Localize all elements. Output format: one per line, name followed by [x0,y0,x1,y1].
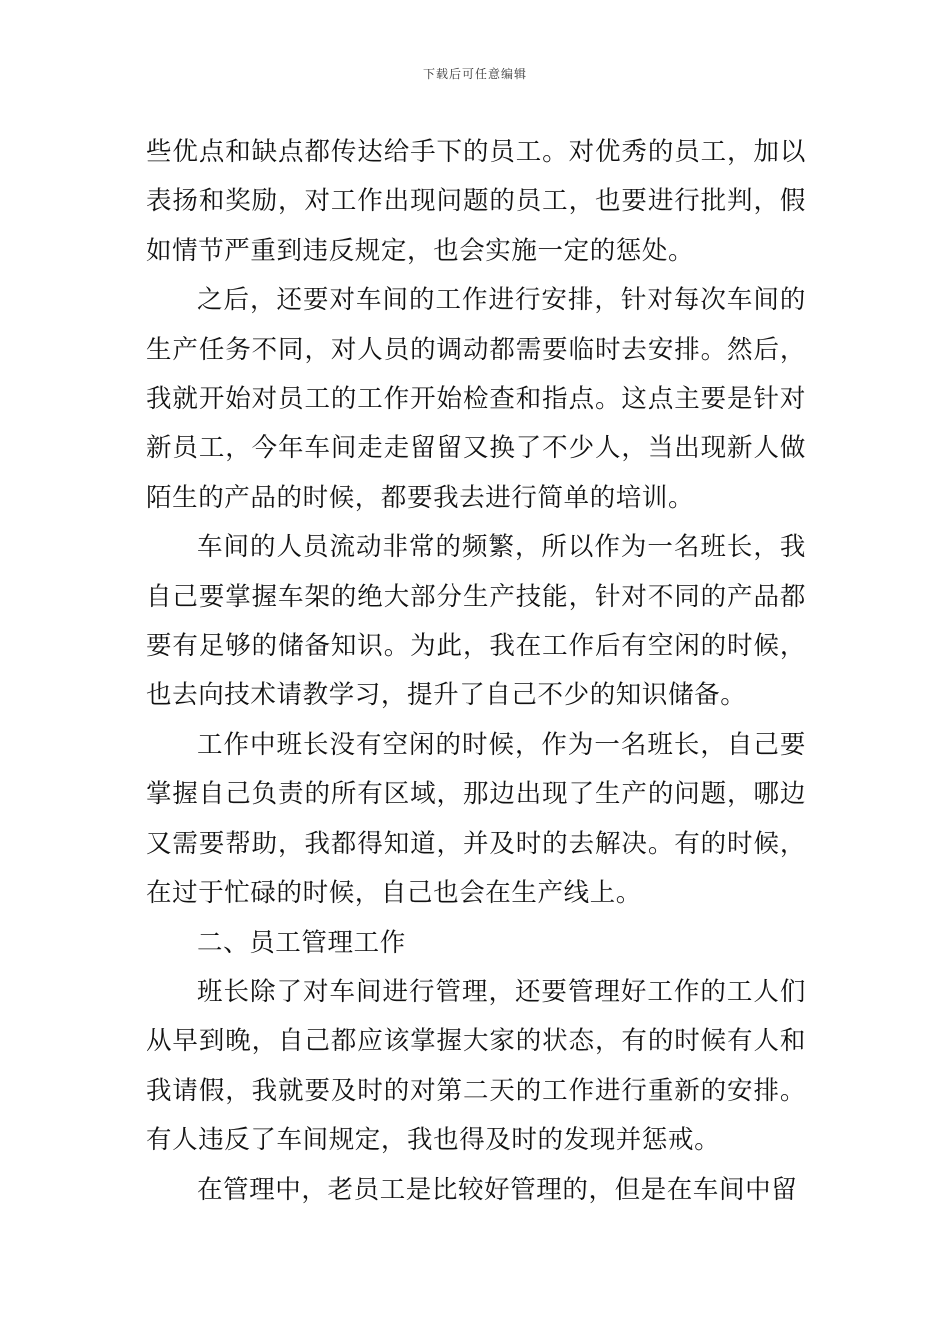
document-body [146,128,806,1215]
page-header: 下载后可任意编辑 [422,67,527,81]
paragraph: 车间的人员流动非常的频繁，所以作为一名班长，我自己要掌握车架的绝大部分生产技能，针对不同的产品都要有足够的储备知识。为此，我在工作后有空闲的时候，也去向技术请教学习，提升了自己不少的知识储备。 [146,532,806,711]
paragraph: 之后，还要对车间的工作进行安排，针对每次车间的生产任务不同，对人员的调动都需要临时去安排。然后，我就开始对员工的工作开始检查和指点。这点主要是针对新员工，今年车间走走留留又换了不少人，当出现新人做陌生的产品的时候，都要我去进行简单的培训。 [146,285,806,513]
paragraph: 工作中班长没有空闲的时候，作为一名班长，自己要掌握自己负责的所有区域，那边出现了生产的问题，哪边又需要帮助，我都得知道，并及时的去解决。有的时候，在过于忙碌的时候，自己也会在生产线上。 [146,729,806,909]
paragraph: 班长除了对车间进行管理，还要管理好工作的工人们从早到晚，自己都应该掌握大家的状态，有的时候有人和我请假，我就要及时的对第二天的工作进行重新的安排。有人违反了车间规定，我也得及时的发现并惩戒。 [146,976,806,1156]
section-heading: 二、员工管理工作 [197,927,406,958]
paragraph-continuation: 些优点和缺点都传达给手下的员工。对优秀的员工，加以表扬和奖励，对工作出现问题的员工，也要进行批判，假如情节严重到违反规定，也会实施一定的惩处。 [146,137,806,266]
paragraph: 在管理中，老员工是比较好管理的，但是在车间中留 [197,1174,798,1205]
